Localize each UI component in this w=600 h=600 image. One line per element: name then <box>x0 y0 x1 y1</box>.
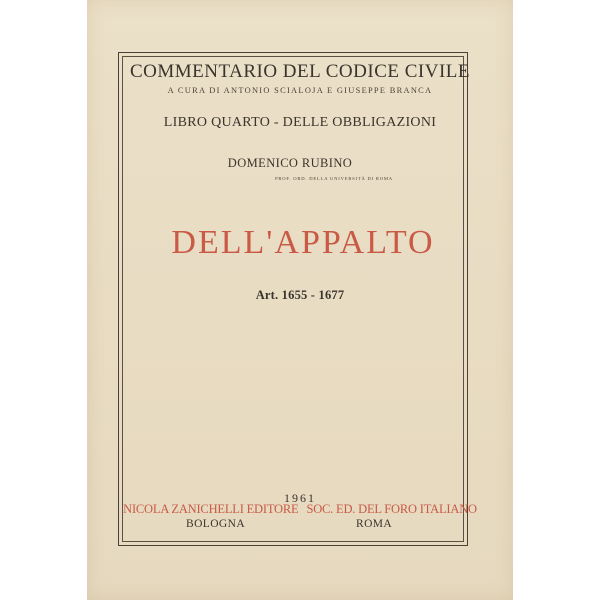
author-name: DOMENICO RUBINO <box>227 156 353 170</box>
publisher-1: NICOLA ZANICHELLI EDITORE <box>123 502 299 516</box>
editors-line: A CURA DI ANTONIO SCIALOJA E GIUSEPPE BRANCA <box>167 86 433 95</box>
city-bologna: BOLOGNA <box>186 518 246 530</box>
articles-range: Art. 1655 - 1677 <box>255 288 345 302</box>
city-roma: ROMA <box>356 518 393 530</box>
book-part-heading: LIBRO QUARTO - DELLE OBBLIGAZIONI <box>163 115 437 130</box>
publication-year: 1961 <box>284 491 316 505</box>
book-title: DELL'APPALTO <box>171 224 435 261</box>
publishers-line <box>0 502 600 517</box>
author-affiliation: PROF. ORD. DELLA UNIVERSITÀ DI ROMA <box>275 176 393 181</box>
publisher-2: SOC. ED. DEL FORO ITALIANO <box>306 502 477 516</box>
series-title: COMMENTARIO DEL CODICE CIVILE <box>130 61 470 82</box>
